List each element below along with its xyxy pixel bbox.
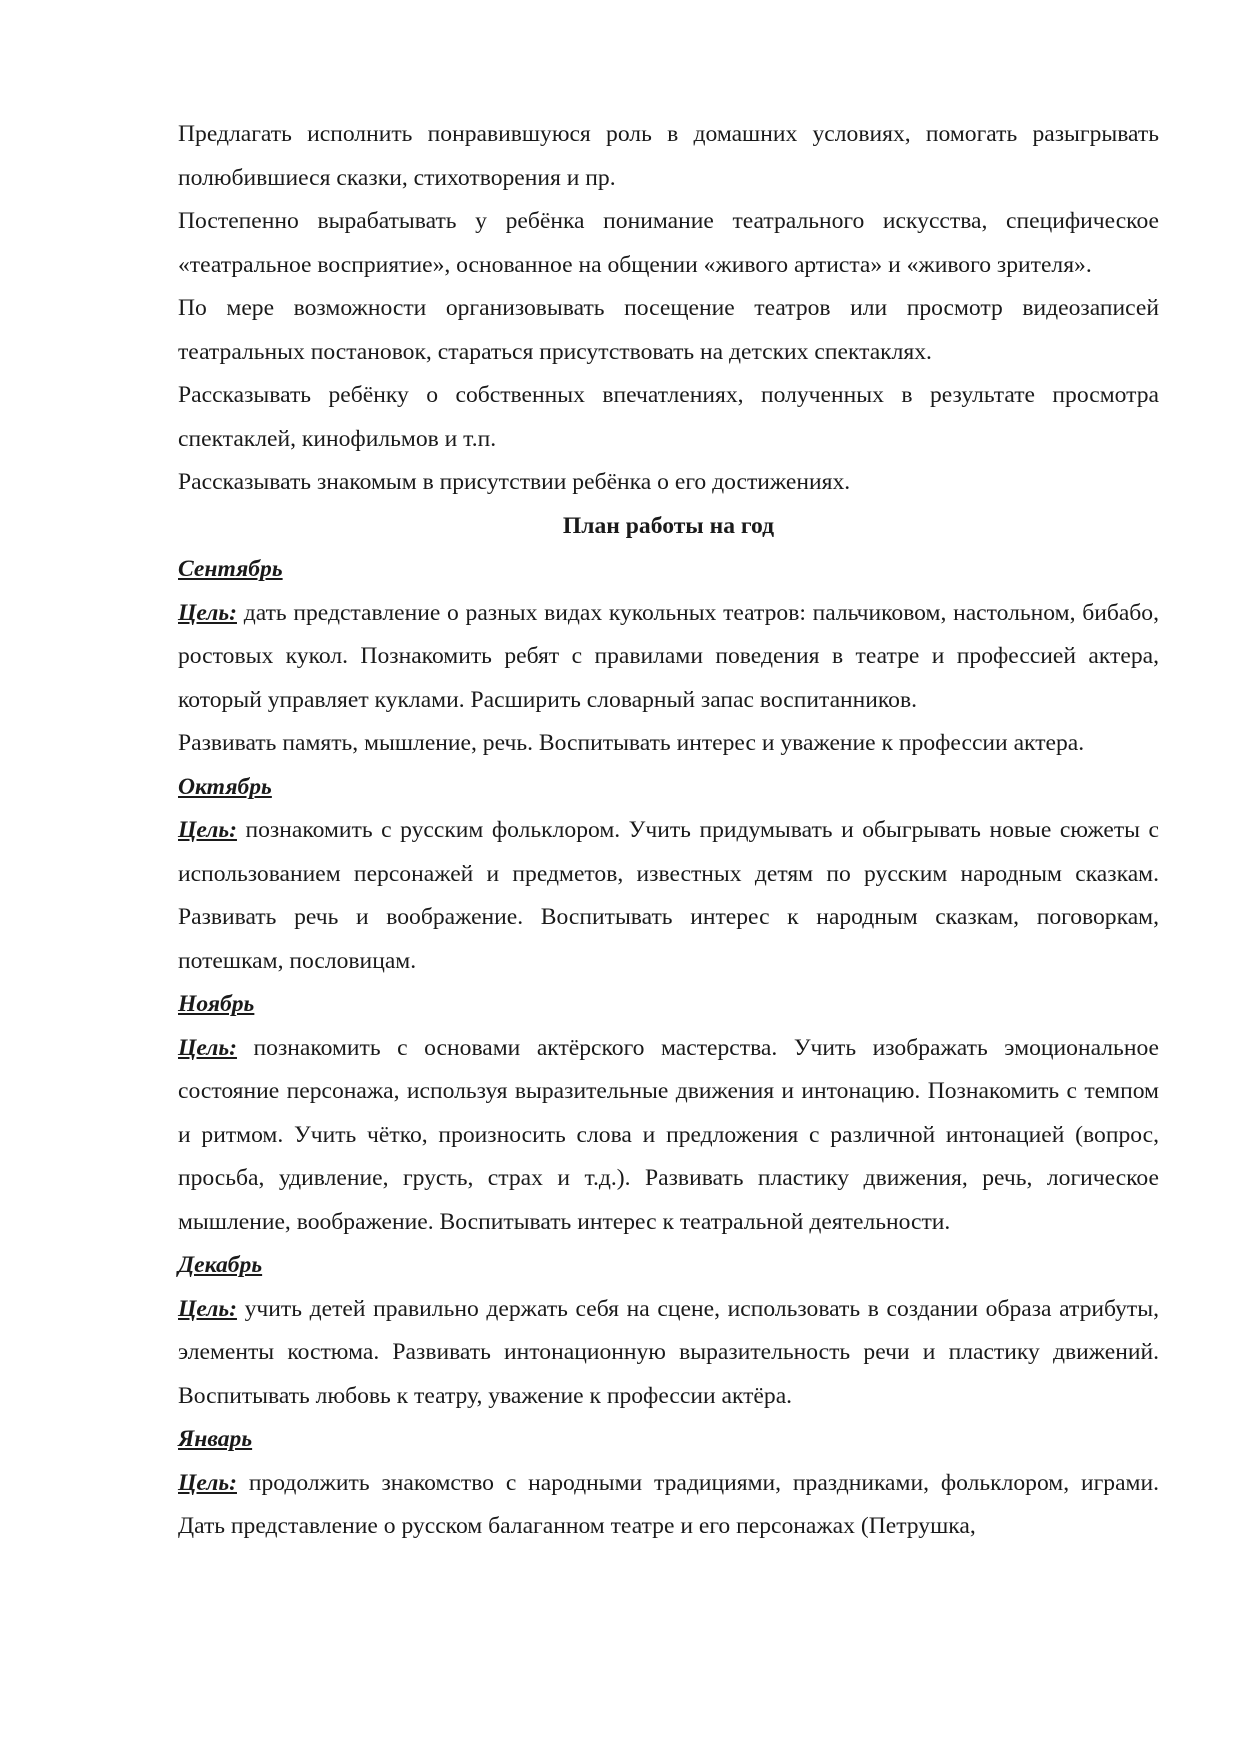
goal-text: учить детей правильно держать себя на сцене, использовать в создании образа атрибуты, элементы костюма. Развивать интонационную выразительность речи и пластику движений. Воспитывать любовь к театру, уважение к профессии актёра. [178, 1295, 1159, 1409]
document-body [178, 113, 1159, 1549]
goal-text: продолжить знакомство с народными традициями, праздниками, фольклором, играми. Дать представление о русском балаганном театре и его персонажах (Петрушка, [178, 1469, 1159, 1539]
goal-label: Цель: [178, 817, 237, 843]
goal-label: Цель: [178, 1469, 237, 1496]
intro-paragraph: Рассказывать знакомым в присутствии ребёнка о его достижениях. [178, 469, 851, 495]
intro-paragraph: Предлагать исполнить понравившуюся роль в домашних условиях, помогать разыгрывать полюбившиеся сказки, стихотворения и пр. [178, 121, 1159, 191]
intro-paragraph: По мере возможности организовывать посещение театров или просмотр видеозаписей театральных постановок, стараться присутствовать на детских спектаклях. [178, 295, 1159, 365]
month-extra-september: Развивать память, мышление, речь. Воспитывать интерес и уважение к профессии актера. [178, 730, 1085, 756]
intro-paragraph: Постепенно вырабатывать у ребёнка понимание театрального искусства, специфическое «театральное восприятие», основанное на общении «живого артиста» и «живого зрителя». [178, 208, 1159, 278]
month-goal-november [178, 1027, 1159, 1245]
goal-label: Цель: [178, 1295, 237, 1322]
month-goal-october [178, 809, 1159, 983]
plan-title: План работы на год [562, 512, 775, 539]
month-heading-january: Январь [178, 1426, 253, 1452]
month-goal-september [178, 592, 1159, 723]
month-goal-december [178, 1288, 1159, 1419]
month-heading-october: Октябрь [178, 773, 272, 800]
goal-label: Цель: [178, 1034, 237, 1061]
goal-text: познакомить с русским фольклором. Учить придумывать и обыгрывать новые сюжеты с использованием персонажей и предметов, известных детям по русским народным сказкам. Развивать речь и воображение. Воспитывать интерес к народным сказкам, поговоркам, потешкам, пословицам. [178, 817, 1159, 974]
month-goal-january [178, 1462, 1159, 1549]
intro-paragraph: Рассказывать ребёнку о собственных впечатлениях, полученных в результате просмотра спектаклей, кинофильмов и т.п. [178, 382, 1159, 452]
month-heading-september: Сентябрь [178, 556, 283, 582]
goal-text: познакомить с основами актёрского мастерства. Учить изображать эмоциональное состояние персонажа, используя выразительные движения и интонацию. Познакомить с темпом и ритмом. Учить чётко, произносить слова и предложения с различной интонацией (вопрос, просьба, удивление, грусть, страх и т.д.). Развивать пластику движения, речь, логическое мышление, воображение. Воспитывать интерес к театральной деятельности. [178, 1034, 1159, 1235]
month-heading-november: Ноябрь [178, 991, 255, 1017]
goal-label: Цель: [178, 599, 237, 626]
goal-text: дать представление о разных видах кукольных театров: пальчиковом, настольном, бибабо, ростовых кукол. Познакомить ребят с правилами поведения в театре и профессией актера, который управляет куклами. Расширить словарный запас воспитанников. [178, 599, 1159, 713]
month-heading-december: Декабрь [178, 1252, 263, 1278]
